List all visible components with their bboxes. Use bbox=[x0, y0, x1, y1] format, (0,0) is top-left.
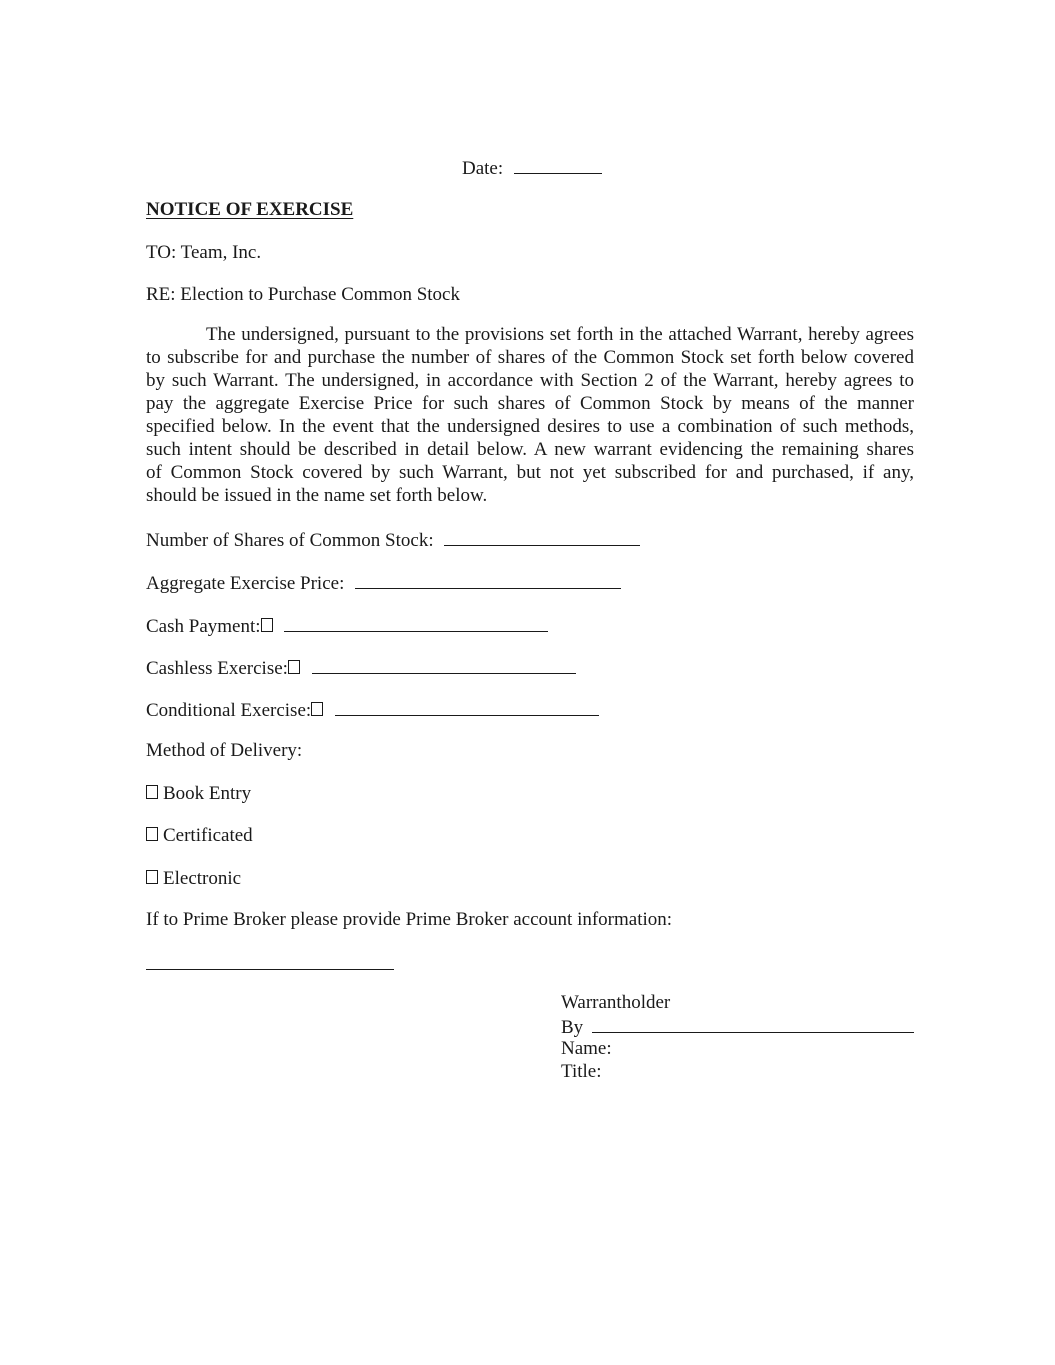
re-line: RE: Election to Purchase Common Stock bbox=[146, 284, 460, 305]
date-field[interactable] bbox=[514, 156, 602, 174]
cashless-exercise-field[interactable] bbox=[312, 656, 576, 674]
certificated-checkbox[interactable] bbox=[146, 827, 158, 841]
cash-payment-field[interactable] bbox=[284, 614, 548, 632]
notice-heading: NOTICE OF EXERCISE bbox=[146, 199, 354, 220]
book-entry-label: Book Entry bbox=[163, 783, 252, 804]
by-label: By bbox=[561, 1017, 584, 1038]
conditional-exercise-row bbox=[146, 698, 599, 722]
signature-title-label: Title: bbox=[561, 1061, 602, 1082]
electronic-checkbox[interactable] bbox=[146, 870, 158, 884]
cashless-exercise-row bbox=[146, 656, 576, 680]
aggregate-price-label: Aggregate Exercise Price: bbox=[146, 573, 345, 594]
prime-broker-field[interactable] bbox=[146, 969, 394, 970]
cashless-exercise-label: Cashless Exercise: bbox=[146, 658, 288, 679]
aggregate-price-row bbox=[146, 571, 621, 595]
date-row bbox=[462, 156, 602, 180]
conditional-exercise-checkbox[interactable] bbox=[311, 702, 323, 716]
electronic-label: Electronic bbox=[163, 868, 242, 889]
delivery-option-electronic bbox=[146, 868, 241, 890]
body-line: pay the aggregate Exercise Price for such shares of Common Stock by means of the manner bbox=[146, 393, 914, 414]
certificated-label: Certificated bbox=[163, 825, 253, 846]
delivery-option-certificated bbox=[146, 825, 253, 847]
number-of-shares-row bbox=[146, 528, 640, 552]
body-line: of Common Stock covered by such Warrant, but not yet subscribed for and purchased, if any, bbox=[146, 462, 914, 483]
body-line: to subscribe for and purchase the number of shares of the Common Stock set forth below covered bbox=[146, 347, 914, 368]
delivery-option-book-entry bbox=[146, 783, 251, 805]
cash-payment-checkbox[interactable] bbox=[261, 618, 273, 632]
conditional-exercise-label: Conditional Exercise: bbox=[146, 700, 312, 721]
to-line: TO: Team, Inc. bbox=[146, 242, 262, 263]
body-line: should be issued in the name set forth below. bbox=[146, 485, 488, 506]
cash-payment-row bbox=[146, 614, 548, 638]
body-line: The undersigned, pursuant to the provisions set forth in the attached Warrant, hereby agrees bbox=[206, 324, 914, 345]
body-line: specified below. In the event that the undersigned desires to use a combination of such methods, bbox=[146, 416, 914, 437]
number-of-shares-label: Number of Shares of Common Stock: bbox=[146, 530, 434, 551]
body-line: by such Warrant. The undersigned, in accordance with Section 2 of the Warrant, hereby agrees to bbox=[146, 370, 914, 391]
warrantholder-label: Warrantholder bbox=[561, 992, 671, 1013]
method-of-delivery-label: Method of Delivery: bbox=[146, 740, 303, 761]
cash-payment-label: Cash Payment: bbox=[146, 616, 261, 637]
signature-name-label: Name: bbox=[561, 1038, 612, 1059]
body-line: such intent should be described in detail below. A new warrant evidencing the remaining shares bbox=[146, 439, 914, 460]
prime-broker-label: If to Prime Broker please provide Prime Broker account information: bbox=[146, 909, 673, 930]
aggregate-price-field[interactable] bbox=[355, 571, 621, 589]
cashless-exercise-checkbox[interactable] bbox=[288, 660, 300, 674]
number-of-shares-field[interactable] bbox=[444, 528, 640, 546]
book-entry-checkbox[interactable] bbox=[146, 785, 158, 799]
conditional-exercise-field[interactable] bbox=[335, 698, 599, 716]
signature-field[interactable] bbox=[592, 1015, 914, 1033]
signature-by-row bbox=[561, 1015, 914, 1039]
date-label: Date: bbox=[462, 158, 504, 179]
body-paragraph bbox=[146, 323, 914, 507]
